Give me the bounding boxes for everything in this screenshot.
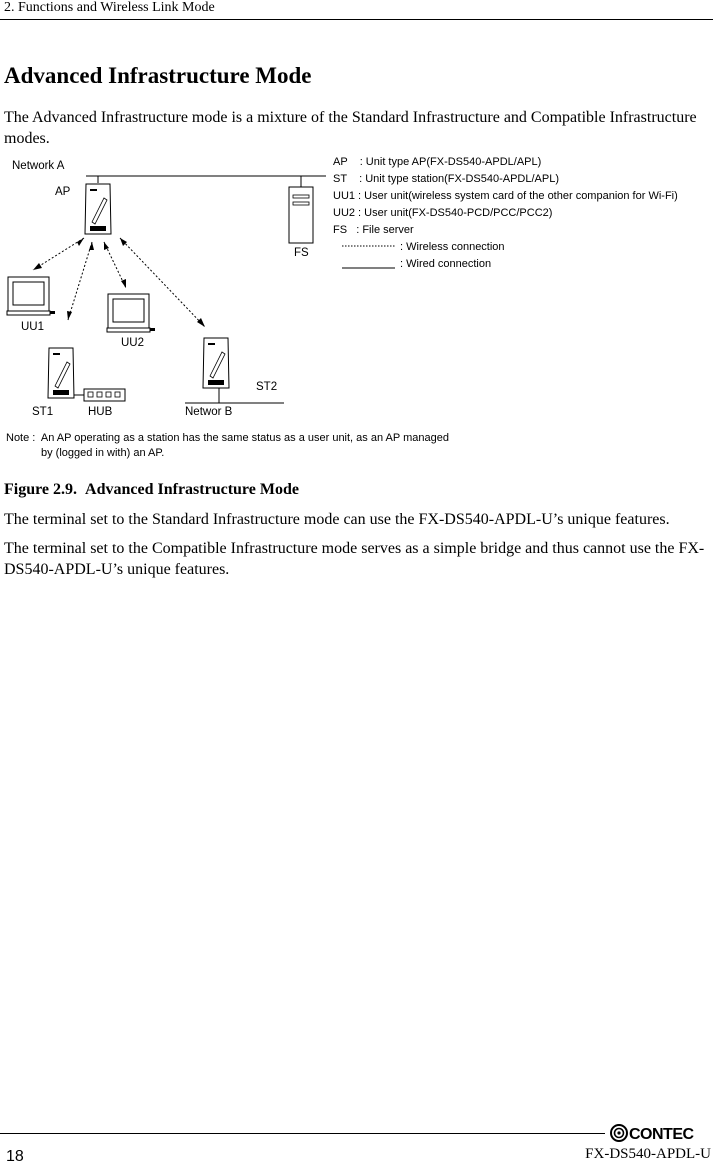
- label-network-b: Networ B: [185, 406, 233, 418]
- label-uu2: UU2: [121, 337, 145, 349]
- contec-logo-mark-icon: [611, 1125, 627, 1141]
- page-title: Advanced Infrastructure Mode: [4, 63, 312, 88]
- footer-rule: [0, 1133, 605, 1134]
- contec-logo: [608, 1123, 713, 1143]
- file-server-icon: [289, 187, 313, 243]
- label-ap: AP: [55, 186, 71, 198]
- label-st1: ST1: [32, 406, 54, 418]
- uu1-laptop-icon: [7, 277, 55, 315]
- network-diagram-svg: [0, 150, 715, 465]
- legend-st: ST : Unit type station(FX-DS540-APDL/APL): [333, 173, 559, 185]
- legend-uu2: UU2 : User unit(FX-DS540-PCD/PCC/PCC2): [333, 207, 553, 219]
- ap-device-icon: [85, 184, 111, 234]
- figure-caption: [4, 481, 299, 499]
- figure-note-line1: Note : An AP operating as a station has the same status as a user unit, as an AP managed: [6, 432, 449, 444]
- legend-uu1: UU1 : User unit(wireless system card of the other companion for Wi-Fi): [333, 190, 678, 202]
- legend: [333, 156, 678, 270]
- label-hub: HUB: [88, 406, 113, 418]
- figure-note-line2: by (logged in with) an AP.: [41, 447, 165, 459]
- legend-ap: AP : Unit type AP(FX-DS540-APDL/APL): [333, 156, 542, 168]
- label-network-a: Network A: [12, 160, 65, 172]
- standard-mode-paragraph: The terminal set to the Standard Infrastructure mode can use the FX-DS540-APDL-U’s unique features.: [4, 511, 670, 528]
- contec-logo-text: CONTEC: [629, 1126, 694, 1143]
- label-uu1: UU1: [21, 321, 45, 333]
- st2-device-icon: [203, 338, 229, 388]
- legend-wired-label: : Wired connection: [400, 258, 492, 270]
- legend-fs: FS : File server: [333, 224, 414, 236]
- figure-caption-number: Figure 2.9.: [4, 481, 78, 498]
- st1-device-icon: [48, 348, 74, 398]
- label-fs: FS: [294, 247, 309, 259]
- page-number: 18: [6, 1148, 24, 1165]
- header-rule: [0, 19, 713, 20]
- running-header: 2. Functions and Wireless Link Mode: [4, 0, 215, 15]
- network-diagram: [0, 150, 715, 465]
- label-st2: ST2: [256, 381, 278, 393]
- uu2-laptop-icon: [107, 294, 155, 332]
- compatible-mode-paragraph: The terminal set to the Compatible Infrastructure mode serves as a simple bridge and thus cannot use the FX-DS540-APDL-U’s unique features.: [4, 540, 705, 578]
- figure-caption-text: Advanced Infrastructure Mode: [85, 481, 299, 498]
- legend-wireless-label: : Wireless connection: [400, 241, 505, 253]
- intro-paragraph: The Advanced Infrastructure mode is a mixture of the Standard Infrastructure and Compatible Infrastructure modes.: [4, 109, 697, 147]
- hub-icon: [84, 389, 125, 401]
- product-name: FX-DS540-APDL-U: [585, 1146, 711, 1162]
